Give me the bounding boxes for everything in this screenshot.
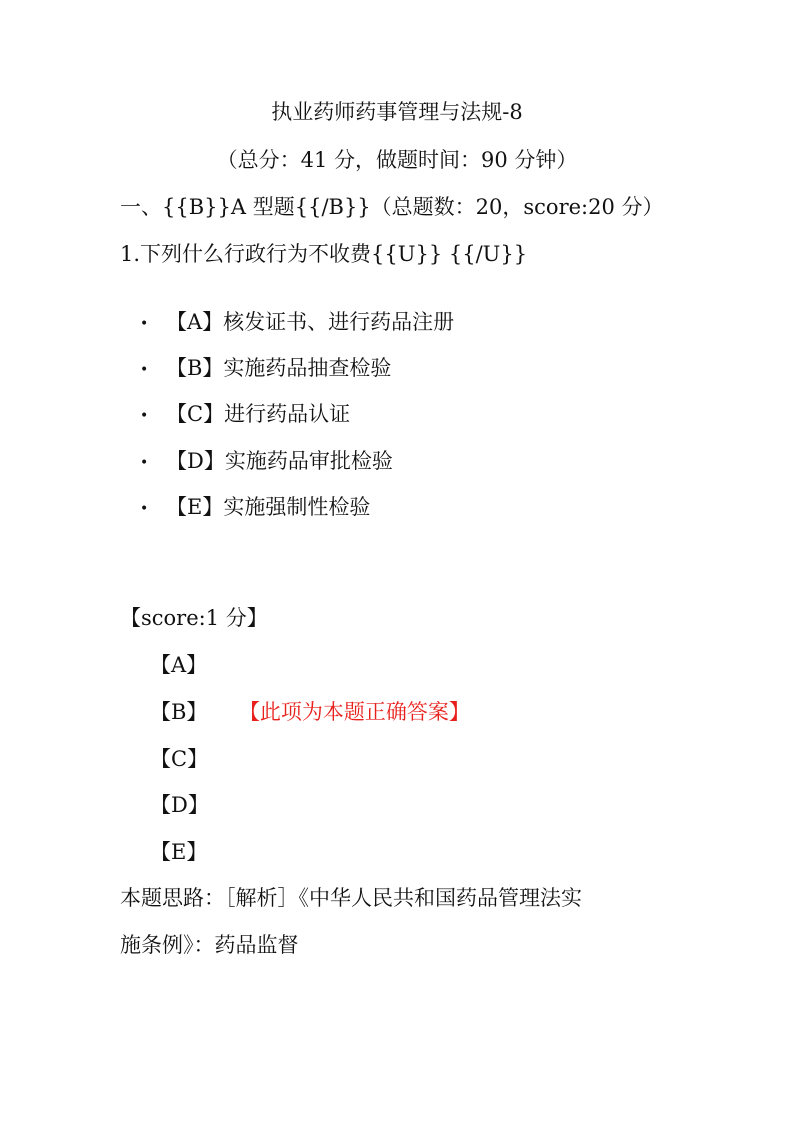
analysis-text: 本题思路：［解析］《中华人民共和国药品管理法实 bbox=[120, 886, 582, 910]
option-text: 【D】实施药品审批检验 bbox=[166, 449, 393, 473]
bullet-icon: • bbox=[140, 454, 149, 471]
analysis-text-continued: 施条例》：药品监督 bbox=[120, 933, 299, 957]
score-label: 【score:1 分】 bbox=[120, 606, 268, 630]
option-text: 【C】进行药品认证 bbox=[166, 402, 351, 426]
document-title: 执业药师药事管理与法规-8 bbox=[271, 100, 523, 124]
answer-d: 【D】 bbox=[150, 793, 209, 817]
answer-a: 【A】 bbox=[150, 653, 208, 677]
option-b bbox=[140, 354, 391, 384]
option-d bbox=[140, 447, 393, 477]
answer-c: 【C】 bbox=[150, 747, 209, 771]
section-heading: 一、{{B}}A 型题{{/B}}（总题数：20，score:20 分） bbox=[120, 195, 664, 219]
exam-info: （总分：41 分，做题时间：90 分钟） bbox=[216, 148, 578, 172]
option-text: 【A】核发证书、进行药品注册 bbox=[166, 310, 455, 334]
option-e bbox=[140, 493, 370, 523]
question-text: 1.下列什么行政行为不收费{{U}} {{/U}} bbox=[120, 242, 528, 266]
option-text: 【B】实施药品抽查检验 bbox=[166, 356, 392, 380]
option-a bbox=[140, 308, 454, 338]
bullet-icon: • bbox=[140, 500, 149, 517]
option-text: 【E】实施强制性检验 bbox=[166, 495, 371, 519]
answer-b bbox=[150, 698, 470, 726]
bullet-icon: • bbox=[140, 315, 149, 332]
answer-label: 【B】 bbox=[150, 700, 208, 724]
correct-answer-note: 【此项为本题正确答案】 bbox=[249, 700, 470, 724]
answer-e: 【E】 bbox=[150, 840, 208, 864]
bullet-icon: • bbox=[140, 407, 149, 424]
option-c bbox=[140, 400, 350, 430]
bullet-icon: • bbox=[140, 361, 149, 378]
